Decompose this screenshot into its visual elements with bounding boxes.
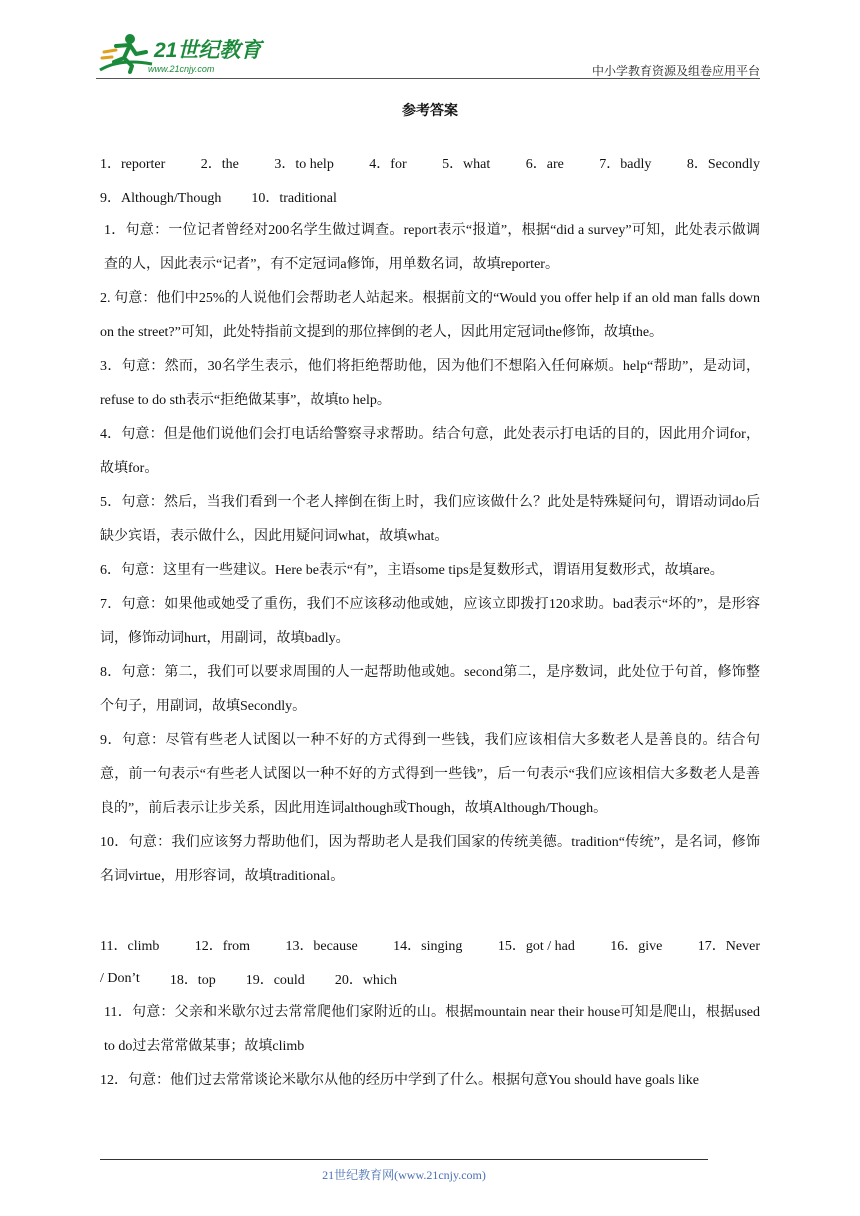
footer-divider [100,1159,708,1160]
explanation-paragraph: 6．句意：这里有一些建议。Here be表示“有”，主语some tips是复数形式，谓语用复数形式，故填are。 [100,563,724,578]
answer-item: 1．reporter [100,157,166,172]
answers-row-1 [100,146,760,180]
answer-item: 2．the [200,157,239,172]
explanation-paragraph: 10．句意：我们应该努力帮助他们，因为帮助老人是我们国家的传统美德。tradition“传统”，是名词，修饰名词virtue，用形容词，故填traditional。 [100,835,760,884]
answer-item: / Don’t [100,971,140,986]
explanation-paragraph: 4．句意：但是他们说他们会打电话给警察寻求帮助。结合句意，此处表示打电话的目的，因此用介词for，故填for。 [100,427,760,476]
explanation-paragraph: 1．句意：一位记者曾经对200名学生做过调查。report表示“报道”，根据“did a survey”可知，此处表示做调查的人，因此表示“记者”，有不定冠词a修饰，用单数名词，故填reporter。 [104,223,760,272]
answer-item: 5．what [442,157,491,172]
explanation-paragraph: 12．句意：他们过去常常谈论米歇尔从他的经历中学到了什么。根据句意You should have goals like [100,1073,700,1088]
answer-item: 14．singing [393,939,463,954]
answer-item: 6．are [525,157,564,172]
answer-item: 11．climb [100,939,160,954]
answer-item: 10．traditional [251,191,337,206]
section-spacer [100,894,760,928]
answer-item: 13．because [285,939,358,954]
answers-row-2 [100,180,760,214]
answer-item: 3．to help [274,157,334,172]
page-header [96,30,760,80]
answers-row-3 [100,928,760,962]
answer-item: 12．from [194,939,251,954]
answers-row-4 [100,962,760,996]
explanation-paragraph: 5．句意：然后，当我们看到一个老人摔倒在街上时，我们应该做什么？此处是特殊疑问句，谓语动词do后缺少宾语，表示做什么，因此用疑问词what，故填what。 [100,495,760,544]
answer-item: 20．which [334,973,398,988]
answer-item: 18．top [169,973,216,988]
answer-item: 7．badly [599,157,652,172]
footer-text: 21世纪教育网(www.21cnjy.com) [322,1168,486,1182]
explanation-paragraph: 11．句意：父亲和米歇尔过去常常爬他们家附近的山。根据mountain near their house可知是爬山，根据used to do过去常常做某事；故填climb [104,1005,760,1054]
header-divider [96,78,760,79]
explanation-paragraph: 8．句意：第二，我们可以要求周围的人一起帮助他或她。second第二，是序数词，此处位于句首，修饰整个句子，用副词，故填Secondly。 [100,665,760,714]
answer-content [100,146,760,1098]
explanation-paragraph: 7．句意：如果他或她受了重伤，我们不应该移动他或她，应该立即拨打120求助。bad表示“坏的”，是形容词，修饰动词hurt，用副词，故填badly。 [100,597,760,646]
page-title: 参考答案 [402,103,458,119]
platform-name: 中小学教育资源及组卷应用平台 [591,64,760,78]
answer-item: 8．Secondly [686,157,760,172]
answer-item: 4．for [369,157,407,172]
answer-item: 17．Never [697,939,760,954]
explanation-paragraph: 2. 句意：他们中25%的人说他们会帮助老人站起来。根据前文的“Would you offer help if an old man falls down on the street?”可知，此处特指前文提到的那位摔倒的老人，因此用定冠词the修饰，故填the。 [100,291,760,340]
explanation-paragraph: 9．句意：尽管有些老人试图以一种不好的方式得到一些钱，我们应该相信大多数老人是善良的。结合句意，前一句表示“有些老人试图以一种不好的方式得到一些钱”，后一句表示“我们应该相信大多数老人是善良的”，前后表示让步关系，因此用连词although或Though，故填Although/Though。 [100,733,760,816]
runner-logo-icon [96,30,156,80]
answer-item: 9．Although/Though [100,191,222,206]
explanation-paragraph: 3．句意：然而，30名学生表示，他们将拒绝帮助他，因为他们不想陷入任何麻烦。help“帮助”，是动词，refuse to do sth表示“拒绝做某事”，故填to help。 [100,359,760,408]
logo-url: www.21cnjy.com [148,64,215,74]
answer-item: 19．could [245,973,305,988]
answer-item: 16．give [610,939,663,954]
answer-item: 15．got / had [497,939,575,954]
logo-text: 21世纪教育 [154,39,262,62]
logo [96,30,296,80]
